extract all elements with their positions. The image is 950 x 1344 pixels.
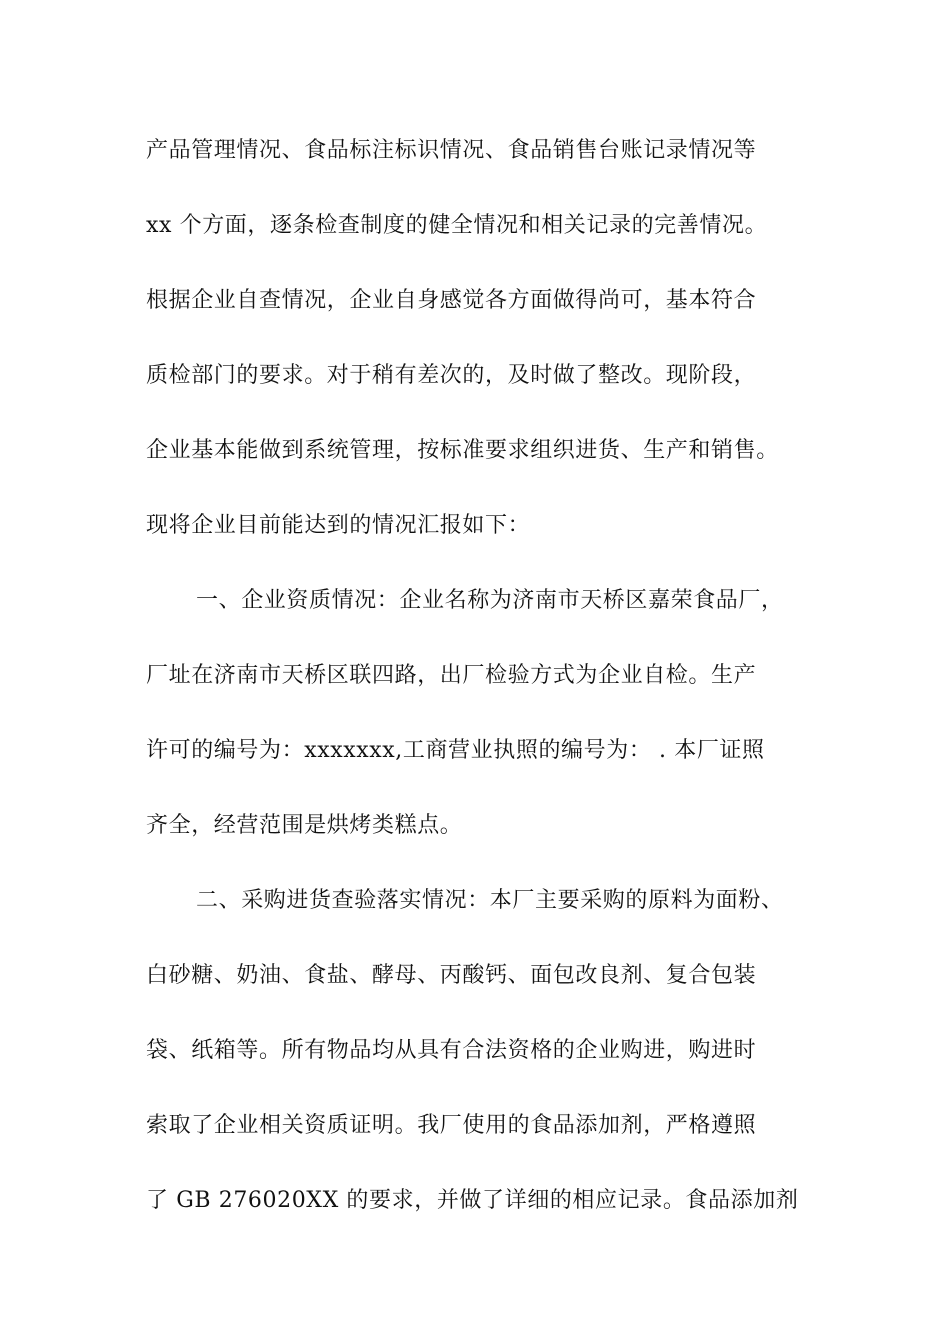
text-line: xx 个方面，逐条检查制度的健全情况和相关记录的完善情况。	[146, 213, 768, 238]
text-line: 质检部门的要求。对于稍有差次的，及时做了整改。现阶段，	[146, 363, 757, 388]
text-line: 索取了企业相关资质证明。我厂使用的食品添加剂，严格遵照	[146, 1113, 757, 1138]
text-line: 了 GB 276020XX 的要求，并做了详细的相应记录。食品添加剂	[146, 1188, 799, 1213]
text-line: 袋、纸箱等。所有物品均从具有合法资格的企业购进，购进时	[146, 1038, 757, 1063]
text-line: 企业基本能做到系统管理，按标准要求组织进货、生产和销售。	[146, 438, 779, 463]
section-1-heading-line: 一、企业资质情况：企业名称为济南市天桥区嘉荣食品厂，	[196, 588, 784, 613]
text-line: 白砂糖、奶油、食盐、酵母、丙酸钙、面包改良剂、复合包装	[146, 963, 757, 988]
text-line: 根据企业自查情况，企业自身感觉各方面做得尚可，基本符合	[146, 288, 757, 313]
text-line: 齐全，经营范围是烘烤类糕点。	[146, 813, 463, 838]
text-line: 产品管理情况、食品标注标识情况、食品销售台账记录情况等	[146, 138, 757, 163]
text-line: 许可的编号为：xxxxxxx,工商营业执照的编号为： . 本厂证照	[146, 738, 765, 763]
text-line: 现将企业目前能达到的情况汇报如下：	[146, 513, 531, 538]
text-line: 厂址在济南市天桥区联四路，出厂检验方式为企业自检。生产	[146, 663, 757, 688]
section-2-heading-line: 二、采购进货查验落实情况：本厂主要采购的原料为面粉、	[196, 888, 784, 913]
